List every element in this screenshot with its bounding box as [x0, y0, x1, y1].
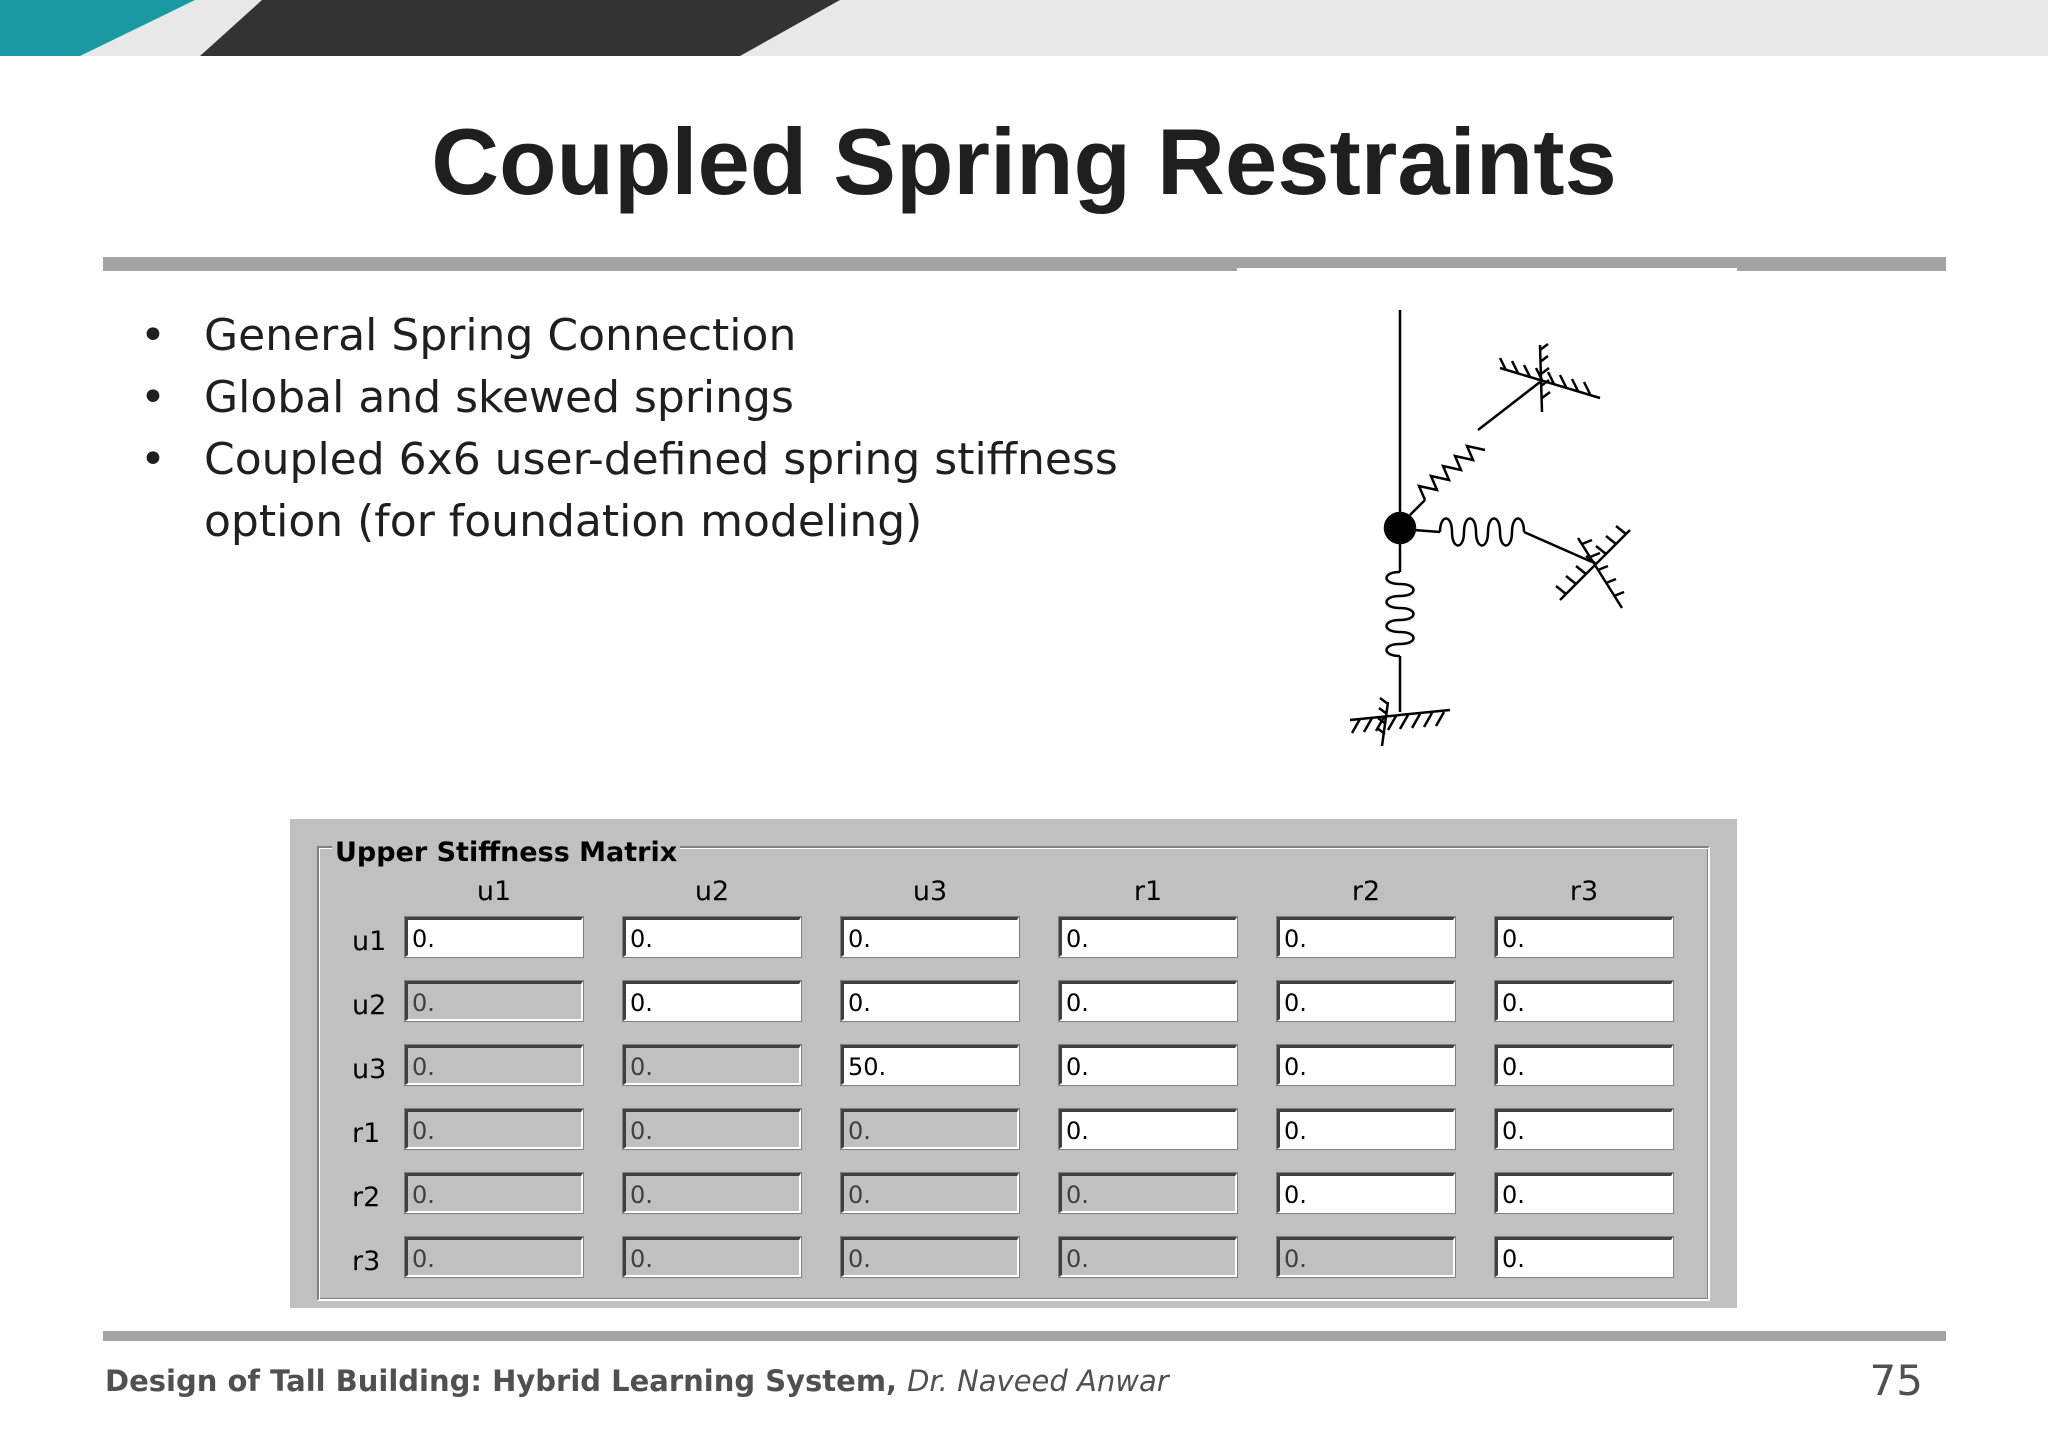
footer-divider	[103, 1331, 1946, 1341]
matrix-cell-r3-u3: 0.	[841, 1237, 1019, 1277]
slide-title: Coupled Spring Restraints	[431, 109, 1617, 214]
matrix-cell-u3-r3[interactable]: 0.	[1495, 1045, 1673, 1085]
matrix-cell-r1-r1[interactable]: 0.	[1059, 1109, 1237, 1149]
column-header: r2	[1351, 876, 1381, 907]
bullet-list	[140, 305, 1140, 553]
matrix-cell-u2-r1[interactable]: 0.	[1059, 981, 1237, 1021]
row-header: r2	[352, 1182, 381, 1213]
matrix-cell-r1-r3[interactable]: 0.	[1495, 1109, 1673, 1149]
page-number: 75	[1869, 1356, 1923, 1405]
matrix-cell-u3-u2: 0.	[623, 1045, 801, 1085]
bullet-item	[140, 367, 1140, 429]
matrix-cell-u2-u3[interactable]: 0.	[841, 981, 1019, 1021]
row-header: r1	[352, 1118, 381, 1149]
matrix-cell-u1-r2[interactable]: 0.	[1277, 917, 1455, 957]
bullet-dot: •	[140, 372, 166, 423]
bullet-item	[140, 305, 1140, 367]
bullet-text: Coupled 6x6 user-defined spring stiffness	[204, 434, 1118, 485]
matrix-cell-r2-u1: 0.	[405, 1173, 583, 1213]
row-header: u2	[352, 990, 387, 1021]
matrix-cell-u1-u2[interactable]: 0.	[623, 917, 801, 957]
bullet-item	[140, 429, 1140, 491]
row-header: u1	[352, 926, 387, 957]
matrix-cell-u1-r3[interactable]: 0.	[1495, 917, 1673, 957]
column-header: u2	[694, 876, 730, 907]
matrix-cell-u2-u2[interactable]: 0.	[623, 981, 801, 1021]
matrix-cell-u3-r2[interactable]: 0.	[1277, 1045, 1455, 1085]
bullet-text: Global and skewed springs	[204, 372, 794, 423]
divider-gap	[1237, 268, 1737, 273]
groupbox-title: Upper Stiffness Matrix	[332, 837, 680, 868]
matrix-cell-u1-r1[interactable]: 0.	[1059, 917, 1237, 957]
matrix-cell-u3-u3[interactable]: 50.	[841, 1045, 1019, 1085]
stiffness-matrix-panel	[290, 819, 1737, 1308]
matrix-cell-u3-u1: 0.	[405, 1045, 583, 1085]
matrix-cell-u2-u1: 0.	[405, 981, 583, 1021]
matrix-cell-u1-u1[interactable]: 0.	[405, 917, 583, 957]
row-header: r3	[352, 1246, 381, 1277]
matrix-cell-u2-r2[interactable]: 0.	[1277, 981, 1455, 1021]
matrix-cell-u3-r1[interactable]: 0.	[1059, 1045, 1237, 1085]
matrix-cell-r1-u2: 0.	[623, 1109, 801, 1149]
header-band	[0, 0, 2048, 56]
bullet-dot: •	[140, 310, 166, 361]
matrix-cell-r3-r2: 0.	[1277, 1237, 1455, 1277]
matrix-cell-r3-u2: 0.	[623, 1237, 801, 1277]
bullet-text: General Spring Connection	[204, 310, 797, 361]
matrix-cell-r1-r2[interactable]: 0.	[1277, 1109, 1455, 1149]
matrix-cell-r3-r1: 0.	[1059, 1237, 1237, 1277]
matrix-cell-r2-r1: 0.	[1059, 1173, 1237, 1213]
spring-diagram	[1330, 300, 1670, 760]
column-header: r3	[1569, 876, 1599, 907]
column-header: r1	[1133, 876, 1163, 907]
matrix-cell-r3-r3[interactable]: 0.	[1495, 1237, 1673, 1277]
column-header: u1	[476, 876, 512, 907]
course-name: Design of Tall Building: Hybrid Learning System,	[105, 1364, 898, 1398]
author-name: Dr. Naveed Anwar	[907, 1364, 1169, 1398]
footer-credit	[105, 1364, 1169, 1398]
bullet-dot: •	[140, 434, 166, 485]
matrix-cell-u2-r3[interactable]: 0.	[1495, 981, 1673, 1021]
matrix-cell-r3-u1: 0.	[405, 1237, 583, 1277]
bullet-text: option (for foundation modeling)	[204, 496, 923, 547]
matrix-cell-r2-u3: 0.	[841, 1173, 1019, 1213]
column-header: u3	[912, 876, 948, 907]
bullet-item-continuation	[140, 491, 1140, 553]
matrix-cell-r2-r2[interactable]: 0.	[1277, 1173, 1455, 1213]
matrix-cell-r2-u2: 0.	[623, 1173, 801, 1213]
matrix-cell-r1-u1: 0.	[405, 1109, 583, 1149]
row-header: u3	[352, 1054, 387, 1085]
matrix-cell-r2-r3[interactable]: 0.	[1495, 1173, 1673, 1213]
matrix-cell-r1-u3: 0.	[841, 1109, 1019, 1149]
matrix-cell-u1-u3[interactable]: 0.	[841, 917, 1019, 957]
